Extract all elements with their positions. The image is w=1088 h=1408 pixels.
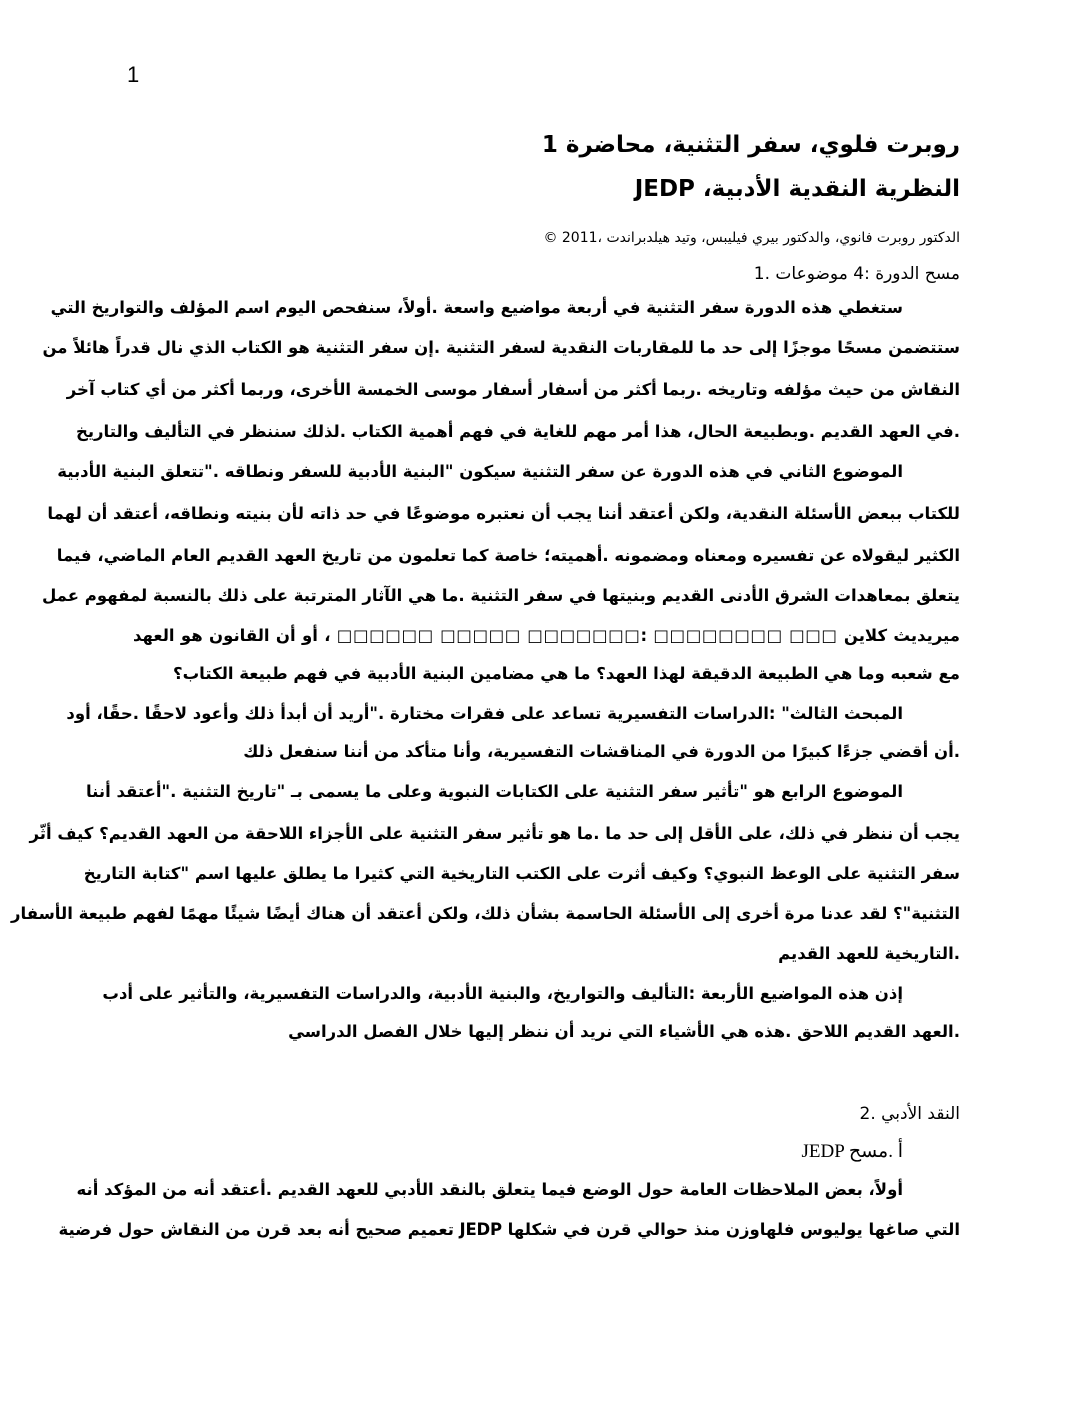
section-heading-literary-criticism: النقد الأدبي .2 (859, 1104, 960, 1124)
paragraph-line: المبحث الثالث" :الدراسات التفسيرية تساعد على فقرات مختارة ."أريد أن أبدأ ذلك وأعود لاحقًا .حقًا، أود (66, 704, 903, 723)
paragraph-line: النقاش من حيث مؤلفه وتاريخه .ربما أكثر من أسفار أسفار موسى الخمسة الأخرى، وربما أكثر من أي كتاب آخر (66, 380, 960, 399)
paragraph-line: ستتضمن مسحًا موجزًا إلى حد ما للمقاربات النقدية لسفر التثنية .إن سفر التثنية هو الكتاب الذي نال قدراً هائلاً من (42, 338, 960, 357)
paragraph-line: سفر التثنية على الوعظ النبوي؟ وكيف أثرت على الكتب التاريخية التي كثيرا ما يطلق عليها اسم "كتابة التاريخ (83, 864, 960, 883)
lecture-title: روبرت فلوي، سفر التثنية، محاضرة 1 (541, 132, 960, 158)
paragraph-line: ستغطي هذه الدورة سفر التثنية في أربعة مواضيع واسعة .أولاً، سنفحص اليوم اسم المؤلف والتواريخ التي (50, 298, 903, 317)
paragraph-line: إذن هذه المواضيع الأربعة :التأليف والتواريخ، والبنية الأدبية، والدراسات التفسيرية، والتأثير على أدب (102, 984, 903, 1003)
paragraph-line: التثنية"؟ لقد عدنا مرة أخرى إلى الأسئلة الحاسمة بشأن ذلك، ولكن أعتقد أن هناك أيضًا شيئًا مهمًا لفهم طبيعة الأسفار (11, 904, 960, 923)
paragraph-line: .العهد القديم اللاحق .هذه هي الأشياء التي نريد أن ننظر إليها خلال الفصل الدراسي (288, 1022, 960, 1041)
paragraph-line: الموضوع الثاني في هذه الدورة عن سفر التثنية سيكون "البنية الأدبية للسفر ونطاقه ."تتعلق البنية الأدبية (57, 462, 903, 481)
paragraph-line: يجب أن ننظر في ذلك، على الأقل إلى حد ما .ما هو تأثير سفر التثنية على الأجزاء اللاحقة من العهد القديم؟ كيف أثّر (29, 824, 960, 843)
page-number: 1 (127, 62, 140, 87)
paragraph-line: .التاريخية للعهد القديم (778, 944, 960, 963)
paragraph-line: للكتاب ببعض الأسئلة النقدية، ولكن أعتقد أننا يجب أن نعتبره موضوعًا في حد ذاته لأن بنيته ونطاقه، أعتقد أن لهما (47, 504, 960, 523)
paragraph-line: .أن أقضي جزءًا كبيرًا من الدورة في المناقشات التفسيرية، وأنا متأكد من أننا سنفعل ذلك (243, 742, 960, 761)
paragraph-line: ميريديث كلاين □□□ □□□□□□□□ :□□□□□□□ □□□□□ □□□□□□ ، أو أن القانون هو العهد (133, 626, 960, 645)
subsection-heading-jedp-survey: JEDP أ .مسح (801, 1141, 903, 1162)
paragraph-line: التي صاغها يوليوس فلهاوزن منذ حوالي قرن في شكلها JEDP تعميم صحيح أنه بعد قرن من النقاش حول فرضية (58, 1220, 960, 1239)
paragraph-line: .في العهد القديم .وبطبيعة الحال، هذا أمر مهم للغاية في فهم أهمية الكتاب .لذلك سننظر في التأليف والتاريخ (75, 422, 960, 441)
section-heading-course-survey: مسح الدورة :4 موضوعات .1 (753, 264, 960, 284)
copyright-credit: الدكتور روبرت فانوي، والدكتور بيري فيليبس، وتيد هيلدبراندت ،2011 © (543, 230, 960, 246)
paragraph-line: الموضوع الرابع هو "تأثير سفر التثنية على الكتابات النبوية وعلى ما يسمى بـ "تاريخ التثنية ."أعتقد أننا (85, 782, 903, 801)
paragraph-line: الكثير ليقولاه عن تفسيره ومعناه ومضمونه .أهميته؛ خاصة كما تعلمون من تاريخ العهد القديم العام الماضي، فيما (56, 546, 960, 565)
lecture-subtitle: JEDP ،النظرية النقدية الأدبية (634, 176, 960, 202)
paragraph-line: أولاً، بعض الملاحظات العامة حول الوضع فيما يتعلق بالنقد الأدبي للعهد القديم .أعتقد أنه من المؤكد أنه (76, 1180, 903, 1199)
paragraph-line: مع شعبه وما هي الطبيعة الدقيقة لهذا العهد؟ ما هي مضامين البنية الأدبية في فهم طبيعة الكتاب؟ (173, 664, 960, 683)
paragraph-line: يتعلق بمعاهدات الشرق الأدنى القديم وبنيتها في سفر التثنية .ما هي الآثار المترتبة على ذلك بالنسبة لمفهوم عمل (41, 586, 960, 605)
